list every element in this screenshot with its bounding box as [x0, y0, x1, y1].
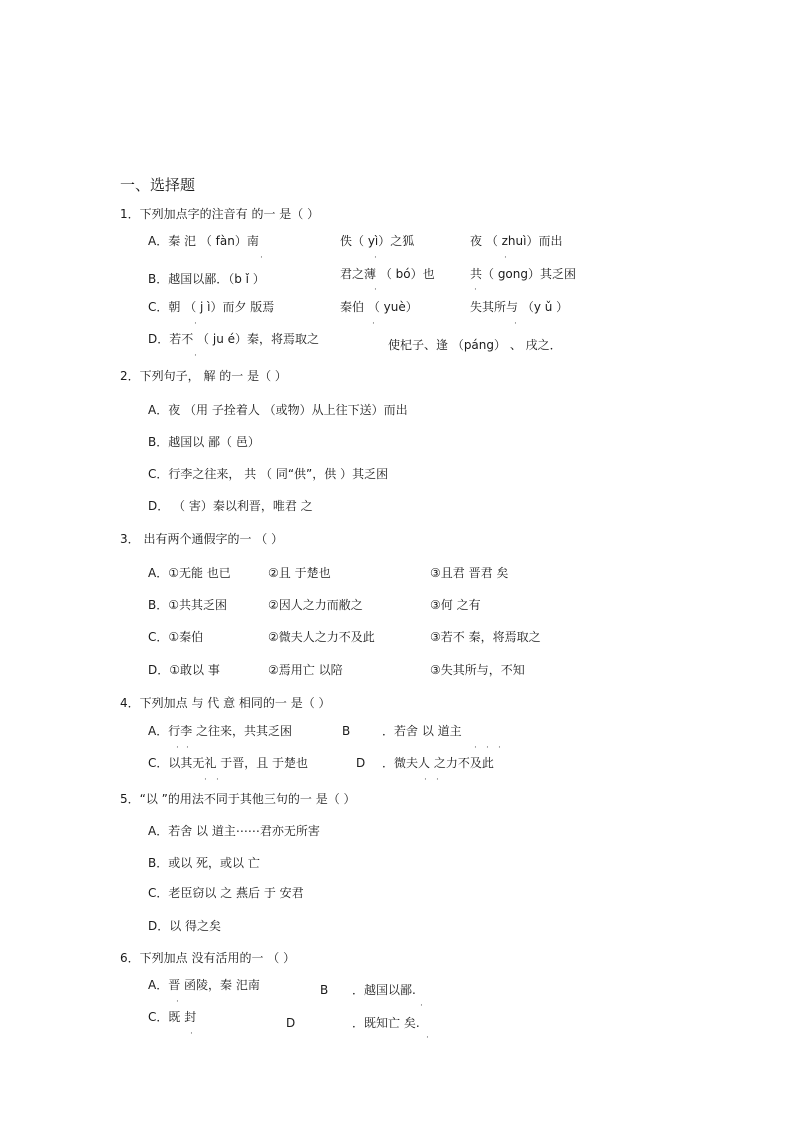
- q1-row-c-col-1: C．朝 （ j ì）而夕 版焉: [148, 300, 275, 314]
- emphasis-dot: ·: [374, 253, 377, 263]
- emphasis-dot: ·: [194, 319, 197, 329]
- q3-row-c-col-2: ②微夫人之力不及此: [268, 630, 375, 644]
- emphasis-dot: ·: [498, 743, 501, 753]
- question-5-stem: 5．“以 ”的用法不同于其他三句的一 是（ ）: [120, 792, 356, 806]
- emphasis-dot: ·: [176, 997, 179, 1007]
- q2-option-b: B．越国以 鄙（ 邑）: [148, 435, 260, 449]
- emphasis-dot: ·: [260, 253, 263, 263]
- emphasis-dot: ·: [474, 743, 477, 753]
- q1-row-c-col-2: 秦伯 （ yuè）: [340, 300, 418, 314]
- q6-option-b-letter: B: [320, 983, 329, 997]
- q1-row-b-col-3: 共（ gong）其乏困: [470, 267, 576, 281]
- emphasis-dot: ·: [204, 775, 207, 785]
- q3-row-d-col-3: ③失其所与，不知: [430, 663, 525, 677]
- q3-row-b-col-2: ②因人之力而敝之: [268, 598, 363, 612]
- q3-row-a-col-1: A．①无能 也已: [148, 566, 231, 580]
- q1-row-b-col-2: 君之薄 （ bó）也: [340, 267, 435, 281]
- q1-row-a-col-1: A．秦 汜 （ fàn）南: [148, 234, 259, 248]
- q2-option-d: D． （ 害）秦以利晋，唯君 之: [148, 499, 313, 513]
- q5-option-c: C．老臣窃以 之 燕后 于 安君: [148, 886, 304, 900]
- q4-option-d-text: ．微夫人 之力不及此: [382, 756, 494, 770]
- q4-option-b-letter: B: [342, 724, 351, 738]
- emphasis-dot: ·: [424, 775, 427, 785]
- emphasis-dot: ·: [436, 775, 439, 785]
- emphasis-dot: ·: [420, 1001, 423, 1011]
- q6-option-b-text: ．越国以鄙.: [352, 983, 416, 997]
- emphasis-dot: ·: [186, 743, 189, 753]
- emphasis-dot: ·: [514, 319, 517, 329]
- q2-option-a: A．夜 （用 子拴着人 （或物）从上往下送）而出: [148, 403, 408, 417]
- q1-row-d-col-2: 使杞子、逢 （páng） 、 戌之．: [388, 338, 562, 352]
- q1-row-a-col-3: 夜 （ zhuì）而出: [470, 234, 563, 248]
- q3-row-a-col-3: ③且君 晋君 矣: [430, 566, 509, 580]
- q1-row-c-col-3: 失其所与 （y ǔ ）: [470, 300, 569, 314]
- question-2-stem: 2．下列句子， 解 的一 是（ ）: [120, 369, 287, 383]
- question-3-stem: 3． 出有两个通假字的一 （ ）: [120, 532, 284, 546]
- q1-row-a-col-2: 佚（ yì）之狐: [340, 234, 415, 248]
- q4-option-c: C．以其无礼 于晋，且 于楚也: [148, 756, 309, 770]
- q1-row-d-col-1: D．若不 （ ju é）秦，将焉取之: [148, 332, 320, 346]
- q3-row-b-col-3: ③何 之有: [430, 598, 481, 612]
- q3-row-d-col-2: ②焉用亡 以陪: [268, 663, 343, 677]
- q3-row-c-col-1: C．①秦伯: [148, 630, 204, 644]
- emphasis-dot: ·: [190, 1029, 193, 1039]
- emphasis-dot: ·: [474, 285, 477, 295]
- q2-option-c: C．行李之往来， 共 （ 同“供”，供 ）其乏困: [148, 467, 389, 481]
- emphasis-dot: ·: [374, 285, 377, 295]
- question-1-stem: 1．下列加点字的注音有 的一 是（ ）: [120, 207, 320, 221]
- emphasis-dot: ·: [194, 351, 197, 361]
- q1-row-b-col-1: B．越国以鄙．（b ǐ ）: [148, 272, 265, 286]
- q5-option-a: A．若舍 以 道主⋯⋯君亦无所害: [148, 824, 320, 838]
- emphasis-dot: ·: [216, 775, 219, 785]
- q3-row-c-col-3: ③若不 秦，将焉取之: [430, 630, 541, 644]
- q4-option-b-text: ．若舍 以 道主: [382, 724, 462, 738]
- question-6-stem: 6．下列加点 没有活用的一 （ ）: [120, 951, 296, 965]
- q3-row-a-col-2: ②且 于楚也: [268, 566, 331, 580]
- emphasis-dot: ·: [426, 1033, 429, 1043]
- emphasis-dot: ·: [372, 319, 375, 329]
- emphasis-dot: ·: [486, 743, 489, 753]
- q3-row-b-col-1: B．①共其乏困: [148, 598, 227, 612]
- q5-option-d: D．以 得之矣: [148, 919, 222, 933]
- q6-option-d-letter: D: [286, 1016, 296, 1030]
- section-title: 一、选择题: [120, 176, 196, 194]
- question-4-stem: 4．下列加点 与 代 意 相同的一 是（ ）: [120, 696, 331, 710]
- emphasis-dot: ·: [176, 743, 179, 753]
- q6-option-c: C．既 封: [148, 1010, 197, 1024]
- q4-option-d-letter: D: [356, 756, 366, 770]
- q6-option-a: A．晋 函陵，秦 汜南: [148, 978, 260, 992]
- q5-option-b: B．或以 死，或以 亡: [148, 856, 260, 870]
- q4-option-a: A．行李 之往来，共其乏困: [148, 724, 293, 738]
- q3-row-d-col-1: D．①敢以 事: [148, 663, 220, 677]
- q6-option-d-text: ．既知亡 矣.: [352, 1016, 420, 1030]
- emphasis-dot: ·: [504, 253, 507, 263]
